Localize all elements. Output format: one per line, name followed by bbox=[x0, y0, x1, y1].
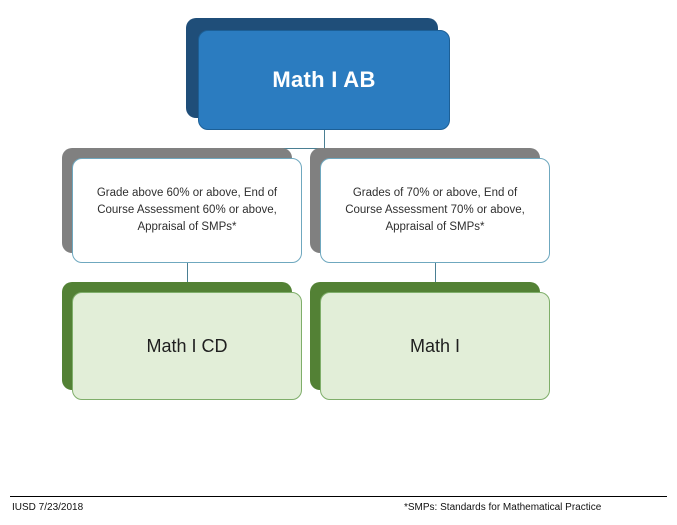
math-i-ab-node[interactable] bbox=[198, 30, 450, 130]
outcome-right-label: Math I bbox=[409, 335, 461, 356]
math-i-ab-label: Math I AB bbox=[272, 67, 376, 92]
criteria-left-text: Grade above 60% or above, End of Course Assessment 60% or above, Appraisal of SMPs* bbox=[96, 186, 278, 234]
outcome-left-label: Math I CD bbox=[146, 335, 228, 356]
outcome-right-node[interactable] bbox=[320, 292, 550, 400]
footer-divider bbox=[10, 496, 667, 497]
criteria-right-text: Grades of 70% or above, End of Course Assessment 70% or above, Appraisal of SMPs* bbox=[345, 186, 525, 234]
connector-top-stem bbox=[324, 130, 325, 148]
outcome-left-node[interactable] bbox=[72, 292, 302, 400]
criteria-right-node[interactable] bbox=[320, 158, 550, 263]
footer-source-text: IUSD 7/23/2018 bbox=[12, 502, 84, 513]
criteria-left-node[interactable] bbox=[72, 158, 302, 263]
footer-note-text: *SMPs: Standards for Mathematical Practice bbox=[404, 502, 602, 513]
